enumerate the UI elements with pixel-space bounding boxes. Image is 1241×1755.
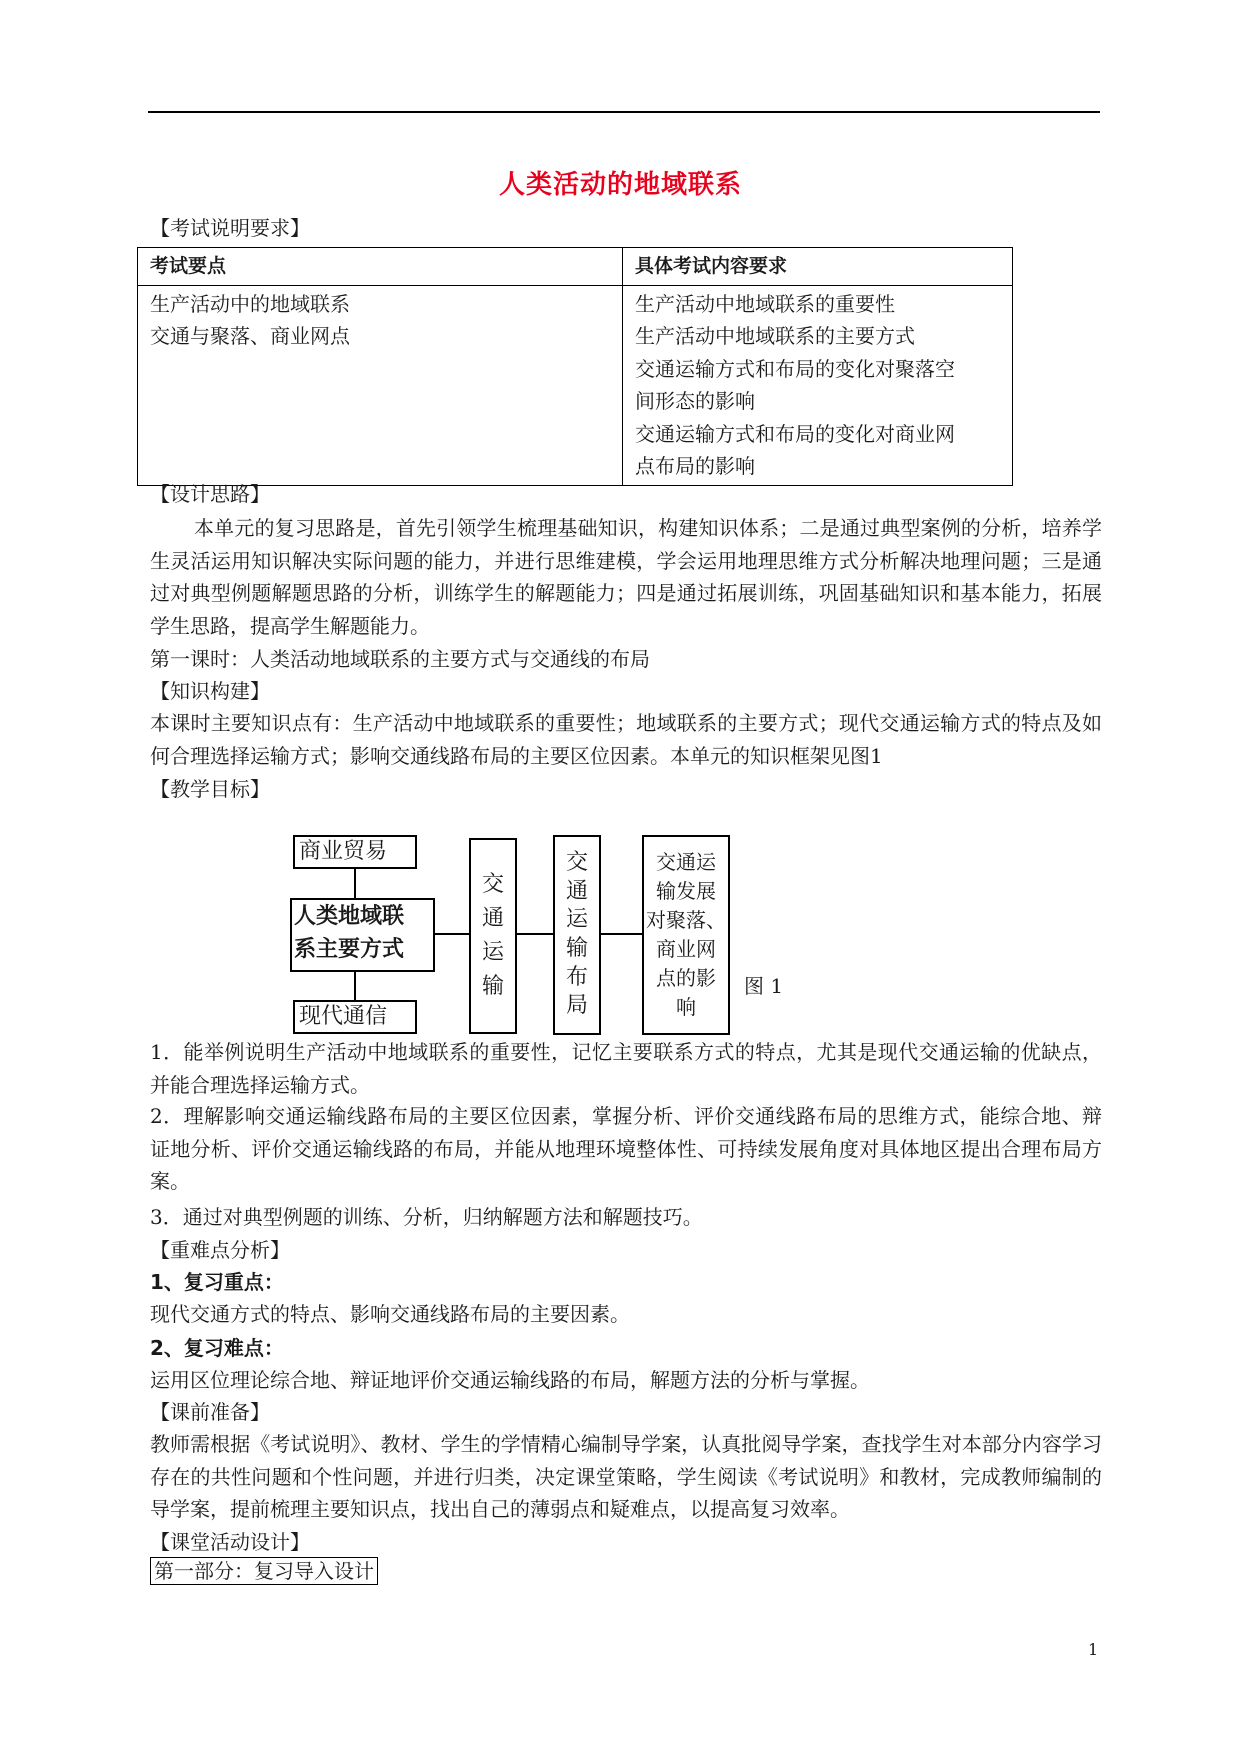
diagram-char: 布: [565, 964, 588, 990]
goal-two: 2．理解影响交通运输线路布局的主要区位因素，掌握分析、评价交通线路布局的思维方式，能综合地、辩证地分析、评价交通运输线路的布局，并能从地理环境整体性、可持续发展角度对具体地区提出合理布局方案。: [150, 1104, 1102, 1193]
table-cell-line: 点布局的影响: [635, 454, 755, 478]
diagram-char: 输: [565, 936, 588, 961]
table-cell-line: 交通与聚落、商业网点: [150, 324, 350, 348]
table-header-cell: 考试要点: [138, 248, 623, 286]
table-cell-line: 生产活动中地域联系的重要性: [635, 291, 895, 316]
page-title: 人类活动的地域联系: [498, 170, 742, 200]
page-number: 1: [1088, 1640, 1099, 1659]
table-cell-line: 交通运输方式和布局的变化对聚落空: [635, 356, 955, 381]
diagram-char: 局: [565, 993, 588, 1019]
table-header-cell: 具体考试内容要求: [623, 248, 1013, 286]
goal-one: 1．能举例说明生产活动中地域联系的重要性，记忆主要联系方式的特点，尤其是现代交通运输的优缺点，并能合理选择运输方式。: [150, 1040, 1102, 1097]
section-goals: 【教学目标】: [150, 777, 270, 801]
section-key-difficulty: 【重难点分析】: [150, 1238, 290, 1262]
knowledge-framework-diagram: [280, 828, 780, 1038]
diagram-box-transport: [469, 838, 517, 1034]
preparation-paragraph: 教师需根据《考试说明》、教材、学生的学情精心编制导学案，认真批阅导学案，查找学生对本部分内容学习存在的共性问题和个性问题，并进行归类，决定课堂策略，学生阅读《考试说明》和教材，完成教师编制的导学案，提前梳理主要知识点，找出自己的薄弱点和疑难点，以提高复习效率。: [150, 1432, 1102, 1521]
section-preparation: 【课前准备】: [150, 1400, 270, 1424]
diagram-box-impact: [642, 835, 730, 1035]
diagram-line: 点的影: [656, 966, 716, 990]
table-cell-line: 生产活动中地域联系的主要方式: [635, 324, 915, 348]
section-knowledge: 【知识构建】: [150, 679, 270, 703]
diagram-box-trade: 商业贸易: [293, 835, 417, 869]
lesson-one-heading: 第一课时：人类活动地域联系的主要方式与交通线的布局: [150, 647, 650, 671]
diagram-char: 运: [565, 907, 588, 933]
table-cell-points: [138, 285, 623, 485]
diagram-main-line: 人类地域联: [294, 904, 405, 929]
difficulty-heading: 2、复习难点：: [150, 1336, 284, 1360]
goal-three: 3．通过对典型例题的训练、分析，归纳解题方法和解题技巧。: [150, 1205, 703, 1229]
diagram-line: 输发展: [656, 879, 716, 903]
table-cell-line: 交通运输方式和布局的变化对商业网: [635, 421, 955, 446]
table-cell-content: [623, 285, 1013, 485]
knowledge-paragraph: 本课时主要知识点有：生产活动中地域联系的重要性；地域联系的主要方式；现代交通运输方式的特点及如何合理选择运输方式；影响交通线路布局的主要区位因素。本单元的知识框架见图1: [150, 711, 1102, 768]
diagram-line: 商业网: [656, 937, 716, 961]
table-header-row: [138, 248, 1013, 286]
header-rule: [148, 111, 1100, 113]
requirements-table: [137, 247, 1013, 486]
table-cell-line: 生产活动中的地域联系: [150, 291, 350, 316]
figure-label: 图 1: [744, 974, 784, 998]
diagram-char: 交: [565, 850, 588, 876]
section-exam-requirements: 【考试说明要求】: [150, 216, 310, 240]
diagram-char: 运: [481, 940, 504, 965]
diagram-char: 通: [565, 878, 588, 904]
diagram-char: 交: [481, 871, 504, 897]
diagram-box-layout: [553, 835, 601, 1035]
key-point-heading: 1、复习重点：: [150, 1270, 284, 1294]
section-design: 【设计思路】: [150, 482, 270, 506]
difficulty-text: 运用区位理论综合地、辩证地评价交通运输线路的布局，解题方法的分析与掌握。: [150, 1368, 870, 1392]
design-paragraph: 本单元的复习思路是，首先引领学生梳理基础知识，构建知识体系；二是通过典型案例的分析，培养学生灵活运用知识解决实际问题的能力，并进行思维建模，学会运用地理思维方式分析解决地理问题；三是通过对典型例题解题思路的分析，训练学生的解题能力；四是通过拓展训练，巩固基础知识和基本能力，拓展学生思路，提高学生解题能力。: [150, 516, 1102, 638]
table-row: [138, 285, 1013, 485]
section-activity: 【课堂活动设计】: [150, 1530, 310, 1554]
diagram-line: 响: [676, 995, 696, 1019]
diagram-box-communication: 现代通信: [293, 1000, 417, 1034]
part-one-heading: 第一部分：复习导入设计: [150, 1557, 378, 1585]
diagram-line: 对聚落、: [646, 908, 726, 932]
diagram-main-line: 系主要方式: [294, 937, 405, 962]
table-cell-line: 间形态的影响: [635, 389, 755, 413]
diagram-char: 通: [481, 905, 504, 931]
diagram-char: 输: [481, 974, 504, 1000]
key-point-text: 现代交通方式的特点、影响交通线路布局的主要因素。: [150, 1302, 630, 1326]
diagram-line: 交通运: [656, 850, 716, 874]
diagram-box-main: [290, 898, 435, 972]
